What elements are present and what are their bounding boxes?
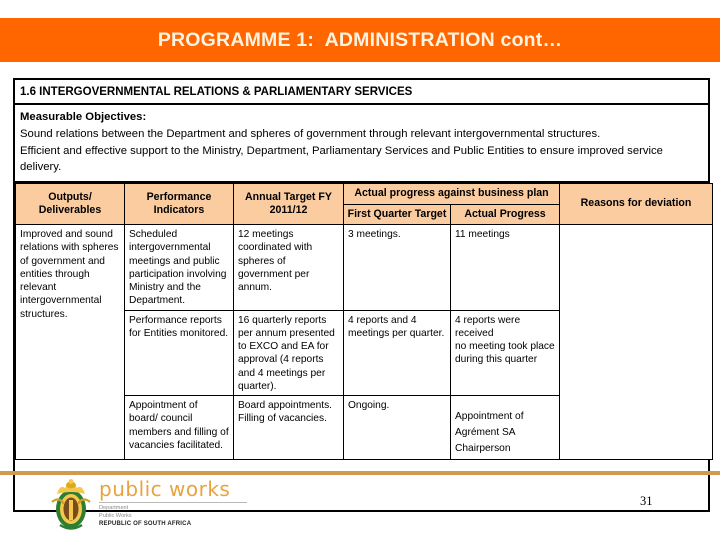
logo-wordmark: public works — [99, 477, 231, 501]
logo-subline-public-works: Public Works — [99, 512, 132, 519]
performance-table — [15, 183, 713, 460]
page-title: PROGRAMME 1: ADMINISTRATION cont… — [157, 28, 563, 51]
objectives-heading: Measurable Objectives: — [20, 111, 147, 123]
cell-actual-progress-3 — [451, 396, 560, 459]
department-logo — [50, 476, 247, 530]
logo-wordmark-block — [99, 476, 247, 528]
actual-progress-3-spacer — [455, 399, 555, 409]
column-header-performance-indicators: Performance Indicators — [125, 184, 234, 225]
actual-progress-2-line-a: 4 reports were received — [455, 314, 521, 339]
actual-progress-3-line-b: Agrément SA — [455, 427, 516, 439]
table-head — [16, 184, 713, 225]
logo-subline-republic: REPUBLIC OF SOUTH AFRICA — [99, 521, 192, 528]
page-number: 31 — [640, 494, 653, 508]
objective-line-1: Sound relations between the Department and spheres of government through relevant intergovernmental structures. — [20, 128, 601, 141]
cell-annual-target-3 — [234, 396, 344, 459]
table-body — [16, 225, 713, 459]
column-header-first-quarter-target: First Quarter Target — [344, 204, 451, 225]
cell-annual-target-1: 12 meetings coordinated with spheres of government per annum. — [234, 225, 344, 311]
column-header-reasons-for-deviation: Reasons for deviation — [560, 184, 713, 225]
slide-title-banner — [0, 18, 720, 62]
actual-progress-3-line-a: Appointment of — [455, 411, 524, 423]
measurable-objectives-block — [15, 105, 708, 183]
cell-indicators-1: Scheduled intergovernmental meetings and public participation involving Ministry and the Department. — [125, 225, 234, 311]
actual-progress-2-line-b: no meeting took place during this quarter — [455, 341, 555, 366]
cell-indicators-2: Performance reports for Entities monitored. — [125, 310, 234, 396]
section-heading: 1.6 INTERGOVERNMENTAL RELATIONS & PARLIAMENTARY SERVICES — [15, 80, 708, 105]
table-header-row-1 — [16, 184, 713, 205]
cell-reasons-for-deviation — [560, 225, 713, 459]
column-header-outputs: Outputs/ Deliverables — [16, 184, 125, 225]
cell-actual-progress-1: 11 meetings — [451, 225, 560, 311]
column-header-actual-progress-group: Actual progress against business plan — [344, 184, 560, 205]
table-row — [16, 225, 713, 311]
actual-progress-3-line-c: Chairperson — [455, 442, 511, 454]
cell-first-quarter-target-3: Ongoing. — [344, 396, 451, 459]
cell-actual-progress-2 — [451, 310, 560, 396]
cell-outputs-deliverables: Improved and sound relations with spheres of government and entities through relevant intergovernmental structures. — [16, 225, 125, 459]
logo-divider — [99, 502, 247, 503]
coat-of-arms-svg — [50, 476, 92, 530]
annual-target-3-line-a: Board appointments. — [238, 400, 333, 412]
footer-divider-rule — [0, 471, 720, 475]
content-frame — [13, 78, 710, 512]
cell-annual-target-2: 16 quarterly reports per annum presented to EXCO and EA for approval (4 reports and 4 meetings per quarter). — [234, 310, 344, 396]
logo-subline-department: Department — [99, 505, 129, 511]
column-header-actual-progress: Actual Progress — [451, 204, 560, 225]
cell-first-quarter-target-2: 4 reports and 4 meetings per quarter. — [344, 310, 451, 396]
cell-first-quarter-target-1: 3 meetings. — [344, 225, 451, 311]
objective-line-2: Efficient and effective support to the Ministry, Department, Parliamentary Services and Public Entities to ensure improved service delivery. — [20, 145, 663, 174]
column-header-annual-target: Annual Target FY 2011/12 — [234, 184, 344, 225]
annual-target-3-line-b: Filling of vacancies. — [238, 413, 327, 425]
cell-indicators-3: Appointment of board/ council members and filling of vacancies facilitated. — [125, 396, 234, 459]
south-africa-coat-of-arms-icon — [50, 476, 92, 530]
